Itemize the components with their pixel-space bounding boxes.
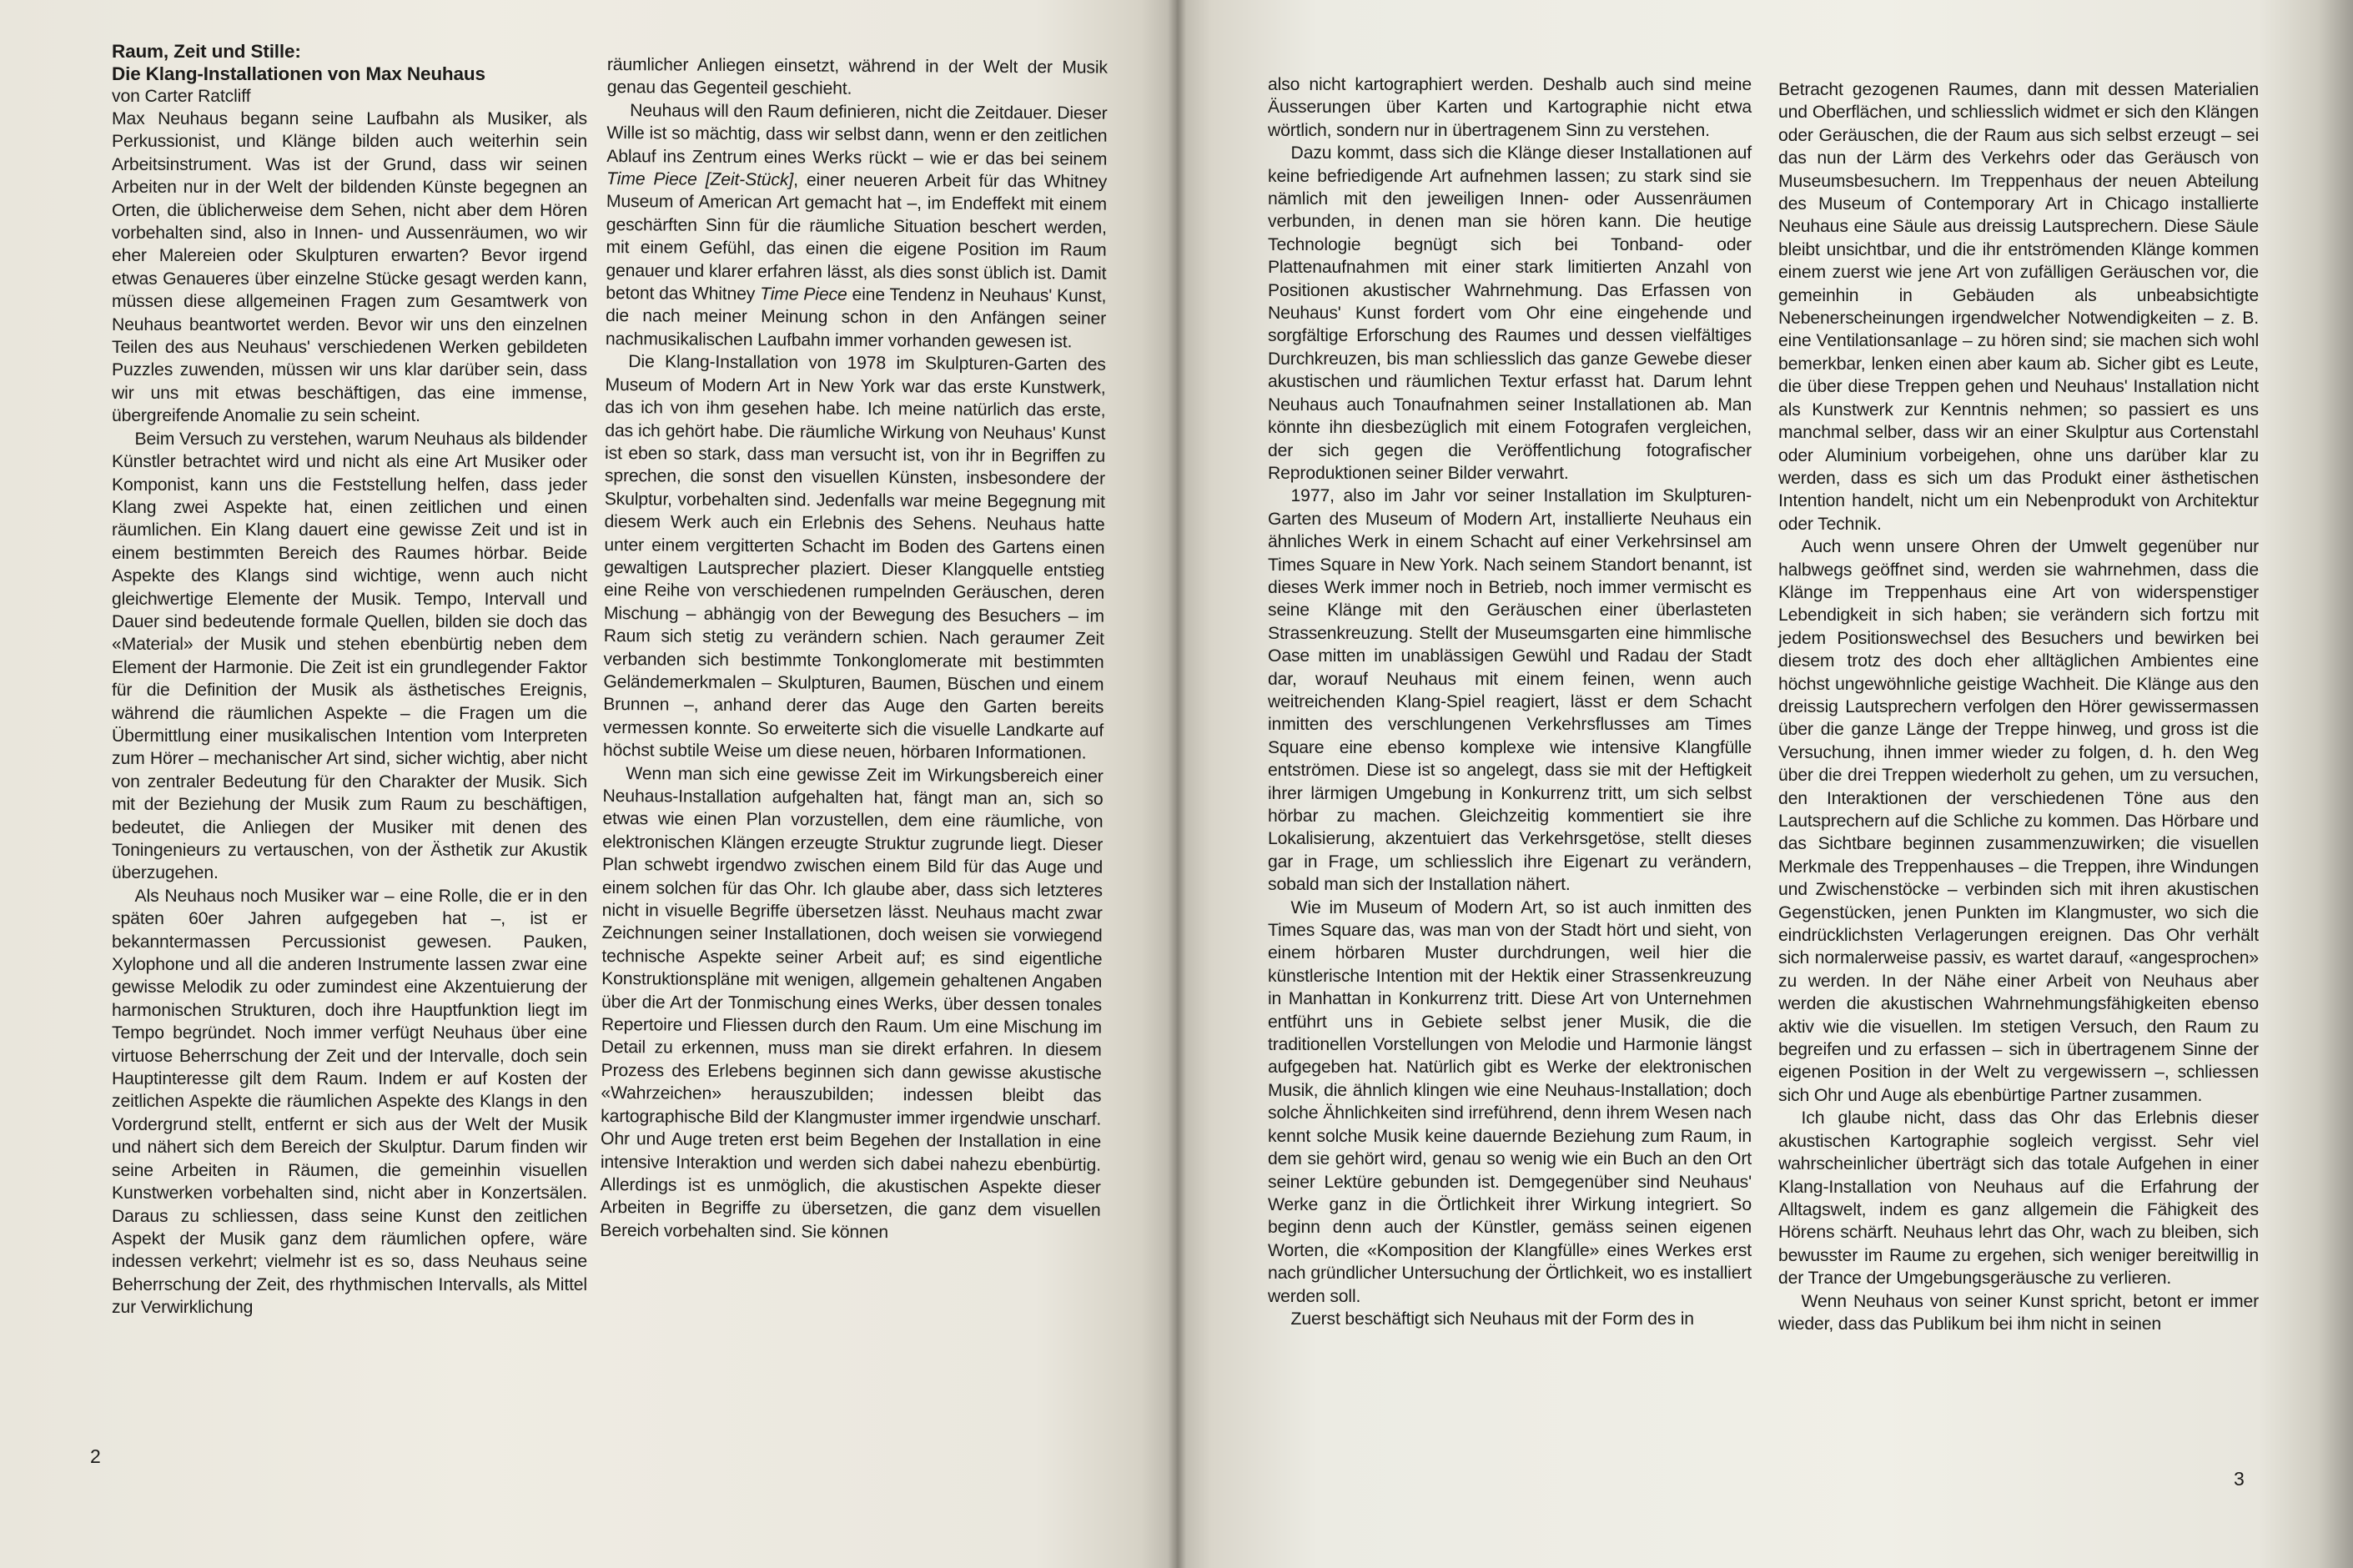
column-2	[600, 53, 1108, 1245]
column-4	[1778, 78, 2259, 1335]
artwork-title: Time Piece [Zeit-Stück]	[606, 169, 794, 190]
paragraph: Betracht gezogenen Raumes, dann mit dessen Materialien und Oberflächen, und schliesslich widmet er sich den Klängen oder Geräuschen, die der Raum aus sich selbst erzeugt – sei das nun der Lärm des Verkehrs oder das Geräusch von Museumsbesuchern. Im Treppenhaus der neuen Abteilung des Museum of Contemporary Art in Chicago installierte Neuhaus eine Säule aus dreissig Lautsprechern. Diese Säule bleibt unsichtbar, und die ihr entströmenden Klänge kommen einem zuerst wie jene Art von zufälligen Geräuschen vor, die gemeinhin in Gebäuden als unbeabsichtigte Nebenerscheinungen irgendwelcher Notwendigkeiten – z. B. eine Ventilationsanlage – zu hören sind; sie machen sich wohl bemerkbar, lenken einen aber kaum ab. Sicher gibt es Leute, die über diese Treppen gehen und Neuhaus' Installation nicht als Kunstwerk zur Kenntnis nehmen; so passiert es uns manchmal selber, dass wir an einer Skulptur aus Cortenstahl oder Aluminium vorbeigehen, ohne uns darüber klar zu werden, dass es sich um das Produkt einer ästhetischen Intention handelt, nicht um ein Nebenprodukt von Architektur oder Technik.	[1778, 80, 2259, 534]
right-page	[1176, 0, 2353, 1568]
paragraph: Wenn man sich eine gewisse Zeit im Wirkungsbereich einer Neuhaus-Installation aufgehalten hat, fängt man an, sich so etwas wie einen Plan vorzustellen, dem eine räumliche, von elektronischen Klängen erzeugte Struktur zugrunde liegt. Dieser Plan schwebt irgendwo zwischen einem Bild für das Auge und einem solchen für das Ohr. Ich glaube aber, dass sich letzteres nicht in visuelle Begriffe übersetzen lässt. Neuhaus macht zwar Zeichnungen seiner Installationen, doch weisen sie vorwiegend technische Aspekte seiner Arbeit auf; es sind eigentliche Konstruktionspläne mit wenigen, allgemein gehaltenen Angaben über die Art der Tonmischung eines Werks, über dessen tonales Repertoire und Fliessen durch den Raum. Um eine Mischung im Detail zu erkennen, muss man sie direkt erfahren. In diesem Prozess des Erlebens beginnen sich dann gewisse akustische «Wahrzeichen» herauszubilden; indessen bleibt das kartographische Bild der Klangmuster immer irgendwie unscharf. Ohr und Auge treten erst beim Begehen der Installation in eine intensive Interaktion und werden sich dabei nahezu ebenbürtig. Allerdings ist es unmöglich, die akustischen Aspekte dieser Arbeiten in Begriffe zu übersetzen, die ganz dem visuellen Bereich vorbehalten sind. Sie können	[600, 763, 1104, 1242]
paragraph: Neuhaus will den Raum definieren, nicht die Zeitdauer. Dieser Wille ist so mächtig, dass wir selbst dann, wenn er den zeitlichen Ablauf ins Zentrum eines Werks rückt – wie er das bei seinem Time Piece [Zeit-Stück], einer neueren Arbeit für das Whitney Museum of American Art gemacht hat –, im Endeffekt mit einem geschärften Sinn für die räumliche Situation beschert werden, mit einem Gefühl, das einen die eigene Position im Raum genauer und klarer erfahren lässt, als dies sonst üblich ist. Damit betont das Whitney Time Piece eine Tendenz in Neuhaus' Kunst, die nach meiner Meinung schon in den Anfängen seiner nachmusikalischen Laufbahn immer vorhanden gewesen ist.	[605, 100, 1108, 352]
author-byline: von Carter Ratcliff	[112, 87, 251, 106]
paragraph: Max Neuhaus begann seine Laufbahn als Musiker, als Perkussionist, und Klänge bilden auch weiterhin sein Arbeitsinstrument. Was ist der Grund, dass wir seinen Arbeiten nur in der Welt der bildenden Künste begegnen an Orten, die üblicherweise dem Sehen, nicht aber dem Hören vorbehalten sind, also in Innen- und Aussenräumen, wo wir eher Malereien oder Skulpturen erwarten? Bevor irgend etwas Genaueres über einzelne Stücke gesagt werden kann, müssen diese allgemeinen Fragen zum Gesamtwerk von Neuhaus beantwortet werden. Bevor wir uns den einzelnen Teilen des aus Neuhaus' verschiedenen Werken gebildeten Puzzles zuwenden, müssen wir uns klar darüber sein, dass wir uns mit etwas beschäftigen, das eine immense, übergreifende Anomalie zu sein scheint.	[112, 109, 587, 426]
paragraph: Dazu kommt, dass sich die Klänge dieser Installationen auf keine befriedigende Art aufnehmen lassen; zu stark sind sie nämlich mit den jeweiligen Innen- oder Aussenräumen verbunden, in denen man sie hören kann. Die heutige Technologie begnügt sich bei Tonband- oder Plattenaufnahmen mit einer stark limitierten Anzahl von Positionen akustischer Wahrnehmung. Das Erfassen von Neuhaus' Kunst fordert vom Ohr eine eingehende und sorgfältige Erforschung des Raumes und dessen vielfältiges Durchkreuzen, bis man schliesslich das ganze Gewebe dieser akustischen und räumlichen Textur erfasst hat. Darum lehnt Neuhaus auch Tonaufnahmen seiner Installationen ab. Man könnte ihn diesbezüglich mit einem Fotografen vergleichen, der sich gegen die Veröffentlichung fotografischer Reproduktionen seiner Bilder verwahrt.	[1268, 143, 1752, 483]
paragraph: Wenn Neuhaus von seiner Kunst spricht, betont er immer wieder, dass das Publikum bei ihm nicht in seinen	[1778, 1291, 2259, 1334]
book-spine-fold	[1168, 0, 1186, 1568]
article-title: Raum, Zeit und Stille:	[112, 41, 301, 62]
paragraph: Ich glaube nicht, dass das Ohr das Erlebnis dieser akustischen Kartographie sogleich vergisst. Sehr viel wahrscheinlicher überträgt sich das totale Aufgehen in einer Klang-Installation von Neuhaus auf die Erfahrung der Alltagswelt, indem es ganz allgemein die Fähigkeit des Hörens schärft. Neuhaus lehrt das Ohr, wach zu bleiben, sich bewusster im Raume zu ergehen, sich weniger bereitwillig in der Trance der Umgebungsgeräusche zu verlieren.	[1778, 1108, 2259, 1289]
column-3	[1268, 73, 1752, 1330]
paragraph: Als Neuhaus noch Musiker war – eine Rolle, die er in den späten 60er Jahren aufgegeben hat –, ist er bekanntermassen Percussionist gewesen. Pauken, Xylophone und all die anderen Instrumente lassen zwar eine gewisse Melodik zu oder zumindest eine Akzentuierung der harmonischen Strukturen, doch ihre Hauptfunktion liegt im Tempo begründet. Noch immer verfügt Neuhaus über eine virtuose Beherrschung der Zeit und der Intervalle, doch sein Hauptinteresse gilt dem Raum. Indem er auf Kosten der zeitlichen Aspekte die räumlichen Aspekte des Klangs in den Vordergrund stellt, entfernt er sich aus der Welt der Musik und nähert sich dem Bereich der Skulptur. Darum finden wir seine Arbeiten in Räumen, die gemeinhin visuellen Kunstwerken vorbehalten sind, nicht aber in Konzertsälen. Daraus zu schliessen, dass seine Kunst den zeitlichen Aspekt der Musik ganz dem räumlichen opfere, wäre indessen verkehrt; vielmehr ist es so, dass Neuhaus seine Beherrschung der Zeit, des rhythmischen Intervalls, als Mittel zur Verwirklichung	[112, 886, 587, 1318]
paragraph: Zuerst beschäftigt sich Neuhaus mit der Form des in	[1290, 1309, 1694, 1329]
paragraph: räumlicher Anliegen einsetzt, während in der Welt der Musik genau das Gegenteil geschieht.	[606, 54, 1108, 99]
page-number: 2	[90, 1445, 101, 1467]
page-number: 3	[2234, 1468, 2245, 1490]
left-page	[0, 0, 1176, 1568]
paragraph: Auch wenn unsere Ohren der Umwelt gegenüber nur halbwegs geöffnet sind, werden sie wahrnehmen, dass die Klänge im Treppenhaus eine Art von widerspenstiger Lebendigkeit in sich haben; sie verändern sich fortzu mit jedem Positionswechsel des Besuchers und bewirken bei diesem trotz des doch eher alltäglichen Ambientes eine höchst ungewöhnliche geistige Wachheit. Die Klänge aus den dreissig Lautsprechern verfolgen den Hörer gewissermassen über die ganze Länge der Treppe hinweg, und gross ist die Versuchung, ihnen immer wieder zu folgen, d. h. den Weg über die drei Treppen wiederholt zu gehen, um zu versuchen, den Interaktionen der verschiedenen Töne aus den Lautsprechern auf die Schliche zu kommen. Das Hörbare und das Sichtbare beginnen zusammenzuwirken; die visuellen Merkmale des Treppenhauses – die Treppen, ihre Windungen und Zwischenstöcke – verbinden sich mit ihren akustischen Gegenstücken, jenen Punkten im Klangmuster, wo sich die eindrücklichsten Verlagerungen ereignen. Das Ohr verhält sich normalerweise passiv, es wartet darauf, «angesprochen» zu werden. In der Nähe einer Arbeit von Neuhaus aber werden die akustischen Wahrnehmungsfähigkeiten ebenso aktiv wie die visuellen. Im stetigen Versuch, den Raum zu begreifen und zu erfassen – sich in übertragenem Sinne der eigenen Position in der Welt zu vergewissern –, schliessen sich Ohr und Auge als ebenbürtige Partner zusammen.	[1778, 537, 2259, 1105]
paragraph: Beim Versuch zu verstehen, warum Neuhaus als bildender Künstler betrachtet wird und nicht als eine Art Musiker oder Komponist, kann uns die Feststellung helfen, dass jeder Klang zwei Aspekte hat, einen zeitlichen und einen räumlichen. Ein Klang dauert eine gewisse Zeit und ist in einem bestimmten Bereich des Raumes hörbar. Beide Aspekte des Klangs sind wichtige, wenn auch nicht gleichwertige Elemente der Musik. Tempo, Intervall und Dauer sind bedeutende formale Quellen, bilden sie doch das «Material» der Musik und stehen ebenbürtig neben dem Element der Harmonie. Die Zeit ist ein grundlegender Faktor für die Definition der Musik als ästhetisches Ereignis, während die räumlichen Aspekte – die Fragen um die Übermittlung einer musikalischen Intention vom Interpreten zum Hörer – mechanischer Art sind, sicher wichtig, aber nicht von zentraler Bedeutung für den Charakter der Musik. Sich mit der Beziehung der Musik zum Raum zu beschäftigen, bedeutet, die Anliegen der Musiker mit denen des Toningenieurs zu vertauschen, von der Ästhetik zur Akustik überzugehen.	[112, 429, 587, 883]
article-subtitle: Die Klang-Installationen von Max Neuhaus	[112, 63, 485, 84]
paragraph: also nicht kartographiert werden. Deshalb auch sind meine Äusserungen über Karten und Kartographie nicht etwa wörtlich, sondern nur in übertragenem Sinn zu verstehen.	[1268, 75, 1752, 140]
column-1	[112, 40, 587, 1319]
paragraph: Die Klang-Installation von 1978 im Skulpturen-Garten des Museum of Modern Art in New York war das erste Kunstwerk, das ich von ihm gesehen habe. Ich meine natürlich das erste, das ich gehört habe. Die räumliche Wirkung von Neuhaus' Kunst ist eben so stark, dass man versucht ist, von ihr in Begriffen zu sprechen, die sonst den visuellen Künsten, insbesondere der Skulptur, vorbehalten sind. Jedenfalls war meine Begegnung mit diesem Werk auch ein Erlebnis des Sehens. Neuhaus hatte unter einem vergitterten Schacht im Boden des Gartens einen gewaltigen Lautsprecher plaziert. Dieser Klangquelle entstieg eine Reihe von verschiedenen rumpelnden Geräuschen, deren Mischung – abhängig von der Bewegung des Besuchers – im Raum sich stetig zu verändern schien. Nach geraumer Zeit verbanden sich bestimmte Tonkonglomerate mit bestimmten Geländemerkmalen – Skulpturen, Baumen, Büschen und einem Brunnen –, anhand derer das Auge den Garten bereits vermessen konnte. So erweiterte sich die visuelle Landkarte auf höchst subtile Weise um diese neuen, hörbaren Informationen.	[602, 352, 1106, 763]
paragraph: 1977, also im Jahr vor seiner Installation im Skulpturen-Garten des Museum of Modern Art, installierte Neuhaus ein ähnliches Werk in einem Schacht auf einer Verkehrsinsel am Times Square in New York. Nach seinem Standort benannt, ist dieses Werk immer noch in Betrieb, noch immer vermischt es seine Klänge mit den Geräuschen einer überlasteten Strassenkreuzung. Stellt der Museumsgarten eine himmlische Oase mitten im unablässigen Gewühl und Radau der Stadt dar, worauf Neuhaus mit einem feinen, wenn auch weitreichenden Klang-Spiel reagiert, lässt er dem Schacht inmitten des verschlungenen Verkehrsflusses am Times Square eine ebenso komplexe wie intensive Klangfülle entströmen. Diese ist so angelegt, dass sie mit der Heftigkeit ihrer lärmigen Umgebung in Konkurrenz tritt, um sich selbst hörbar zu machen. Gleichzeitig kommentiert sie ihre Lokalisierung, akzentuiert das Verkehrsgetöse, stellt dieses gar in Frage, um schliesslich ihre Eigenart zu verändern, sobald man sich der Installation nähert.	[1268, 486, 1752, 895]
artwork-title: Time Piece	[760, 284, 847, 304]
paragraph: Wie im Museum of Modern Art, so ist auch inmitten des Times Square das, was man von der Stadt hört und sieht, von einem hörbaren Muster durchdrungen, weil hier die künstlerische Intention mit der Hektik einer Strassenkreuzung in Manhattan in Konkurrenz tritt. Diese Art von Unternehmen entführt uns in Gebiete selbst jener Musik, die die traditionellen Vorstellungen von Melodie und Harmonie längst aufgegeben hat. Natürlich gibt es Werke der elektronischen Musik, die ähnlich klingen wie eine Neuhaus-Installation; doch solche Ähnlichkeiten sind irreführend, denn ihrem Wesen nach kennt solche Musik keine dauernde Beziehung zum Raum, in dem sie gehört wird, genau so wenig wie ein Buch an den Ort seiner Lektüre gebunden ist. Demgegenüber sind Neuhaus' Werke ganz in die Örtlichkeit ihrer Wirkung integriert. So beginn denn auch der Künstler, gemäss seinen eigenen Worten, die «Komposition der Klangfülle» eines Werkes erst nach gründlicher Untersuchung der Örtlichkeit, wo es installiert werden soll.	[1268, 897, 1752, 1306]
